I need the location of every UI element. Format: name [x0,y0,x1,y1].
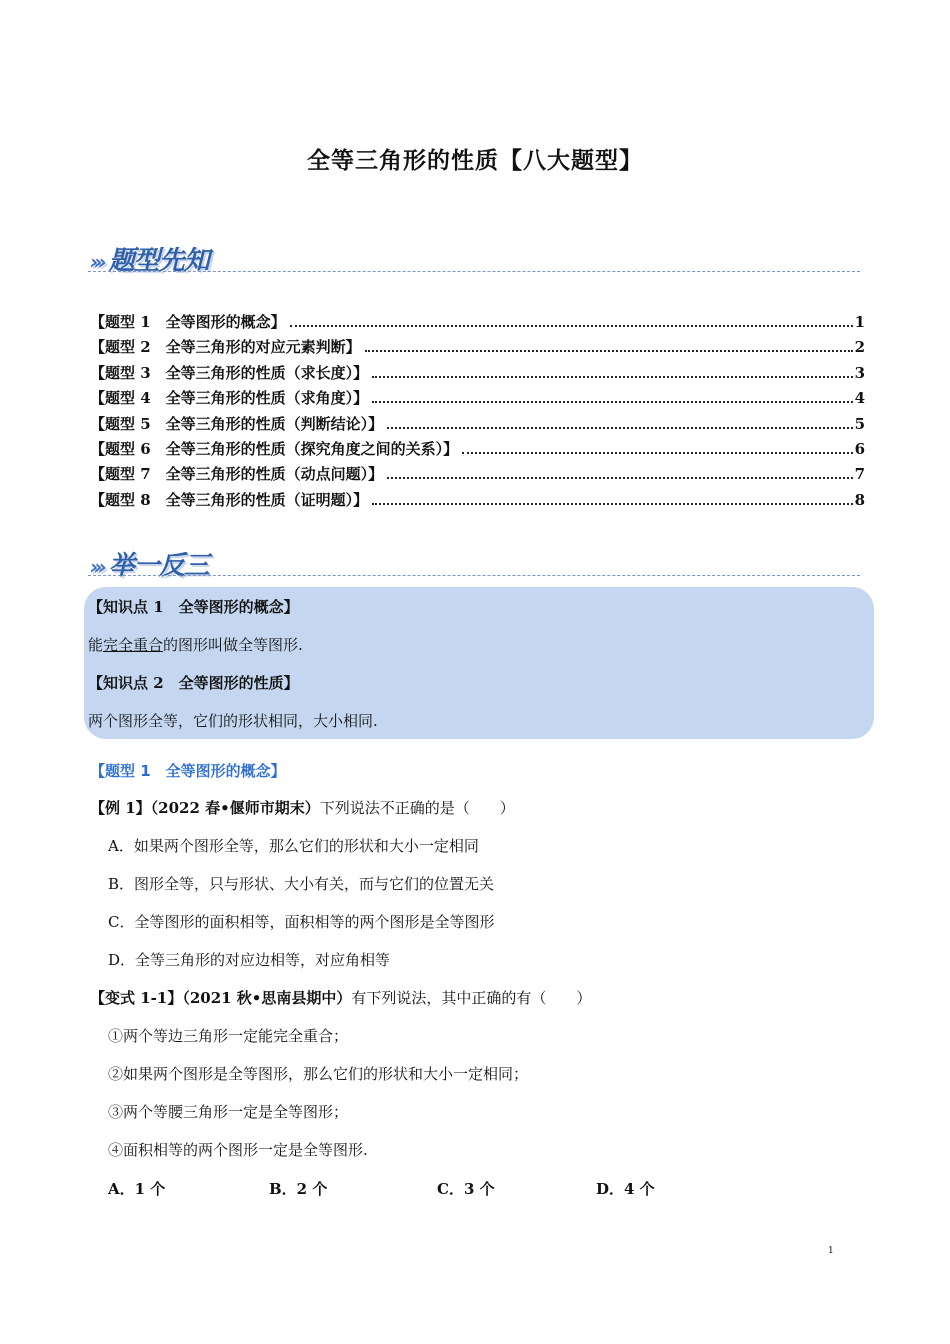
option-c: C．3 个 [437,1180,495,1198]
toc-entry-page: 3 [854,363,865,382]
option-d: D．4 个 [596,1180,655,1198]
variant-1-1-question [90,987,591,1008]
toc-entry-label: 【题型 1 全等图形的概念】 [90,313,286,331]
text-segment: 的图形叫做全等图形. [163,636,303,654]
toc-leader-dots [387,427,852,429]
variant-source: （2021 秋•思南县期中） [182,989,352,1007]
toc-leader-dots [372,503,852,505]
knowledge-point-1-title: 【知识点 1 全等图形的概念】 [88,598,299,616]
toc-entry-page: 5 [854,414,865,433]
topic-heading: 【题型 1 全等图形的概念】 [90,762,286,780]
examples-banner-text: 举一反三 [108,551,209,581]
toc-entry-page: 2 [854,338,865,357]
toc-entry-label: 【题型 7 全等三角形的性质（动点问题）】 [90,465,384,484]
toc-entry[interactable] [90,362,865,387]
knowledge-point-2-text: 两个图形全等，它们的形状相同，大小相同. [88,712,378,730]
underlined-term: 完全重合 [103,636,164,654]
arrow-icon: ››› [90,250,103,274]
example-source: （2022 春•偃师市期末） [150,799,320,817]
option-a: A．1 个 [108,1180,166,1198]
knowledge-point-2-title: 【知识点 2 全等图形的性质】 [88,674,299,692]
statement-4: ④面积相等的两个图形一定是全等图形. [108,1141,368,1159]
arrow-icon: ››› [90,555,103,579]
statement-2: ②如果两个图形是全等图形，那么它们的形状和大小一定相同； [108,1065,529,1083]
toc-leader-dots [462,452,852,454]
option-b: B．图形全等，只与形状、大小有关，而与它们的位置无关 [108,875,495,893]
option-d: D．全等三角形的对应边相等，对应角相等 [108,951,391,969]
examples-banner [90,545,209,582]
variant-question-text: 有下列说法，其中正确的有（ ） [351,989,592,1007]
variant-label: 【变式 1-1】 [90,989,183,1007]
toc-entry[interactable] [90,489,865,514]
toc-leader-dots [290,325,853,327]
toc-entry-label: 【题型 5 全等三角形的性质（判断结论）】 [90,414,384,433]
toc-entry[interactable] [90,336,865,361]
toc-entry-page: 1 [854,313,865,331]
option-a: A．如果两个图形全等，那么它们的形状和大小一定相同 [108,837,479,855]
toc-entry-page: 7 [854,465,865,484]
page-title: 全等三角形的性质【八大题型】 [307,148,643,174]
toc-leader-dots [372,401,852,403]
knowledge-point-1-text [88,634,303,655]
page-number: 1 [828,1246,834,1256]
toc-entry-label: 【题型 3 全等三角形的性质（求长度）】 [90,363,369,382]
toc-entry-page: 6 [854,439,865,458]
option-b: B．2 个 [269,1180,328,1198]
toc-entry-page: 4 [854,389,865,408]
toc-entry-label: 【题型 2 全等三角形的对应元素判断】 [90,338,361,357]
example-label: 【例 1】 [90,799,151,817]
option-c: C．全等图形的面积相等，面积相等的两个图形是全等图形 [108,913,495,931]
table-of-contents [90,311,865,514]
toc-entry-label: 【题型 4 全等三角形的性质（求角度）】 [90,389,369,408]
toc-leader-dots [365,350,853,352]
toc-entry[interactable] [90,438,865,463]
toc-entry[interactable] [90,413,865,438]
toc-entry-label: 【题型 8 全等三角形的性质（证明题）】 [90,490,369,509]
toc-entry-page: 8 [854,490,865,509]
text-segment: 能 [88,636,104,654]
statement-1: ①两个等边三角形一定能完全重合； [108,1027,349,1045]
divider [88,575,860,576]
toc-entry-label: 【题型 6 全等三角形的性质（探究角度之间的关系）】 [90,439,459,458]
divider [88,271,860,272]
toc-leader-dots [387,477,852,479]
toc-entry[interactable] [90,387,865,412]
statement-3: ③两个等腰三角形一定是全等图形； [108,1103,349,1121]
toc-entry[interactable] [90,311,865,336]
preview-banner-text: 题型先知 [108,246,209,276]
example-1-question [90,797,515,818]
example-question-text: 下列说法不正确的是（ ） [319,799,515,817]
toc-leader-dots [372,376,852,378]
toc-entry[interactable] [90,463,865,488]
